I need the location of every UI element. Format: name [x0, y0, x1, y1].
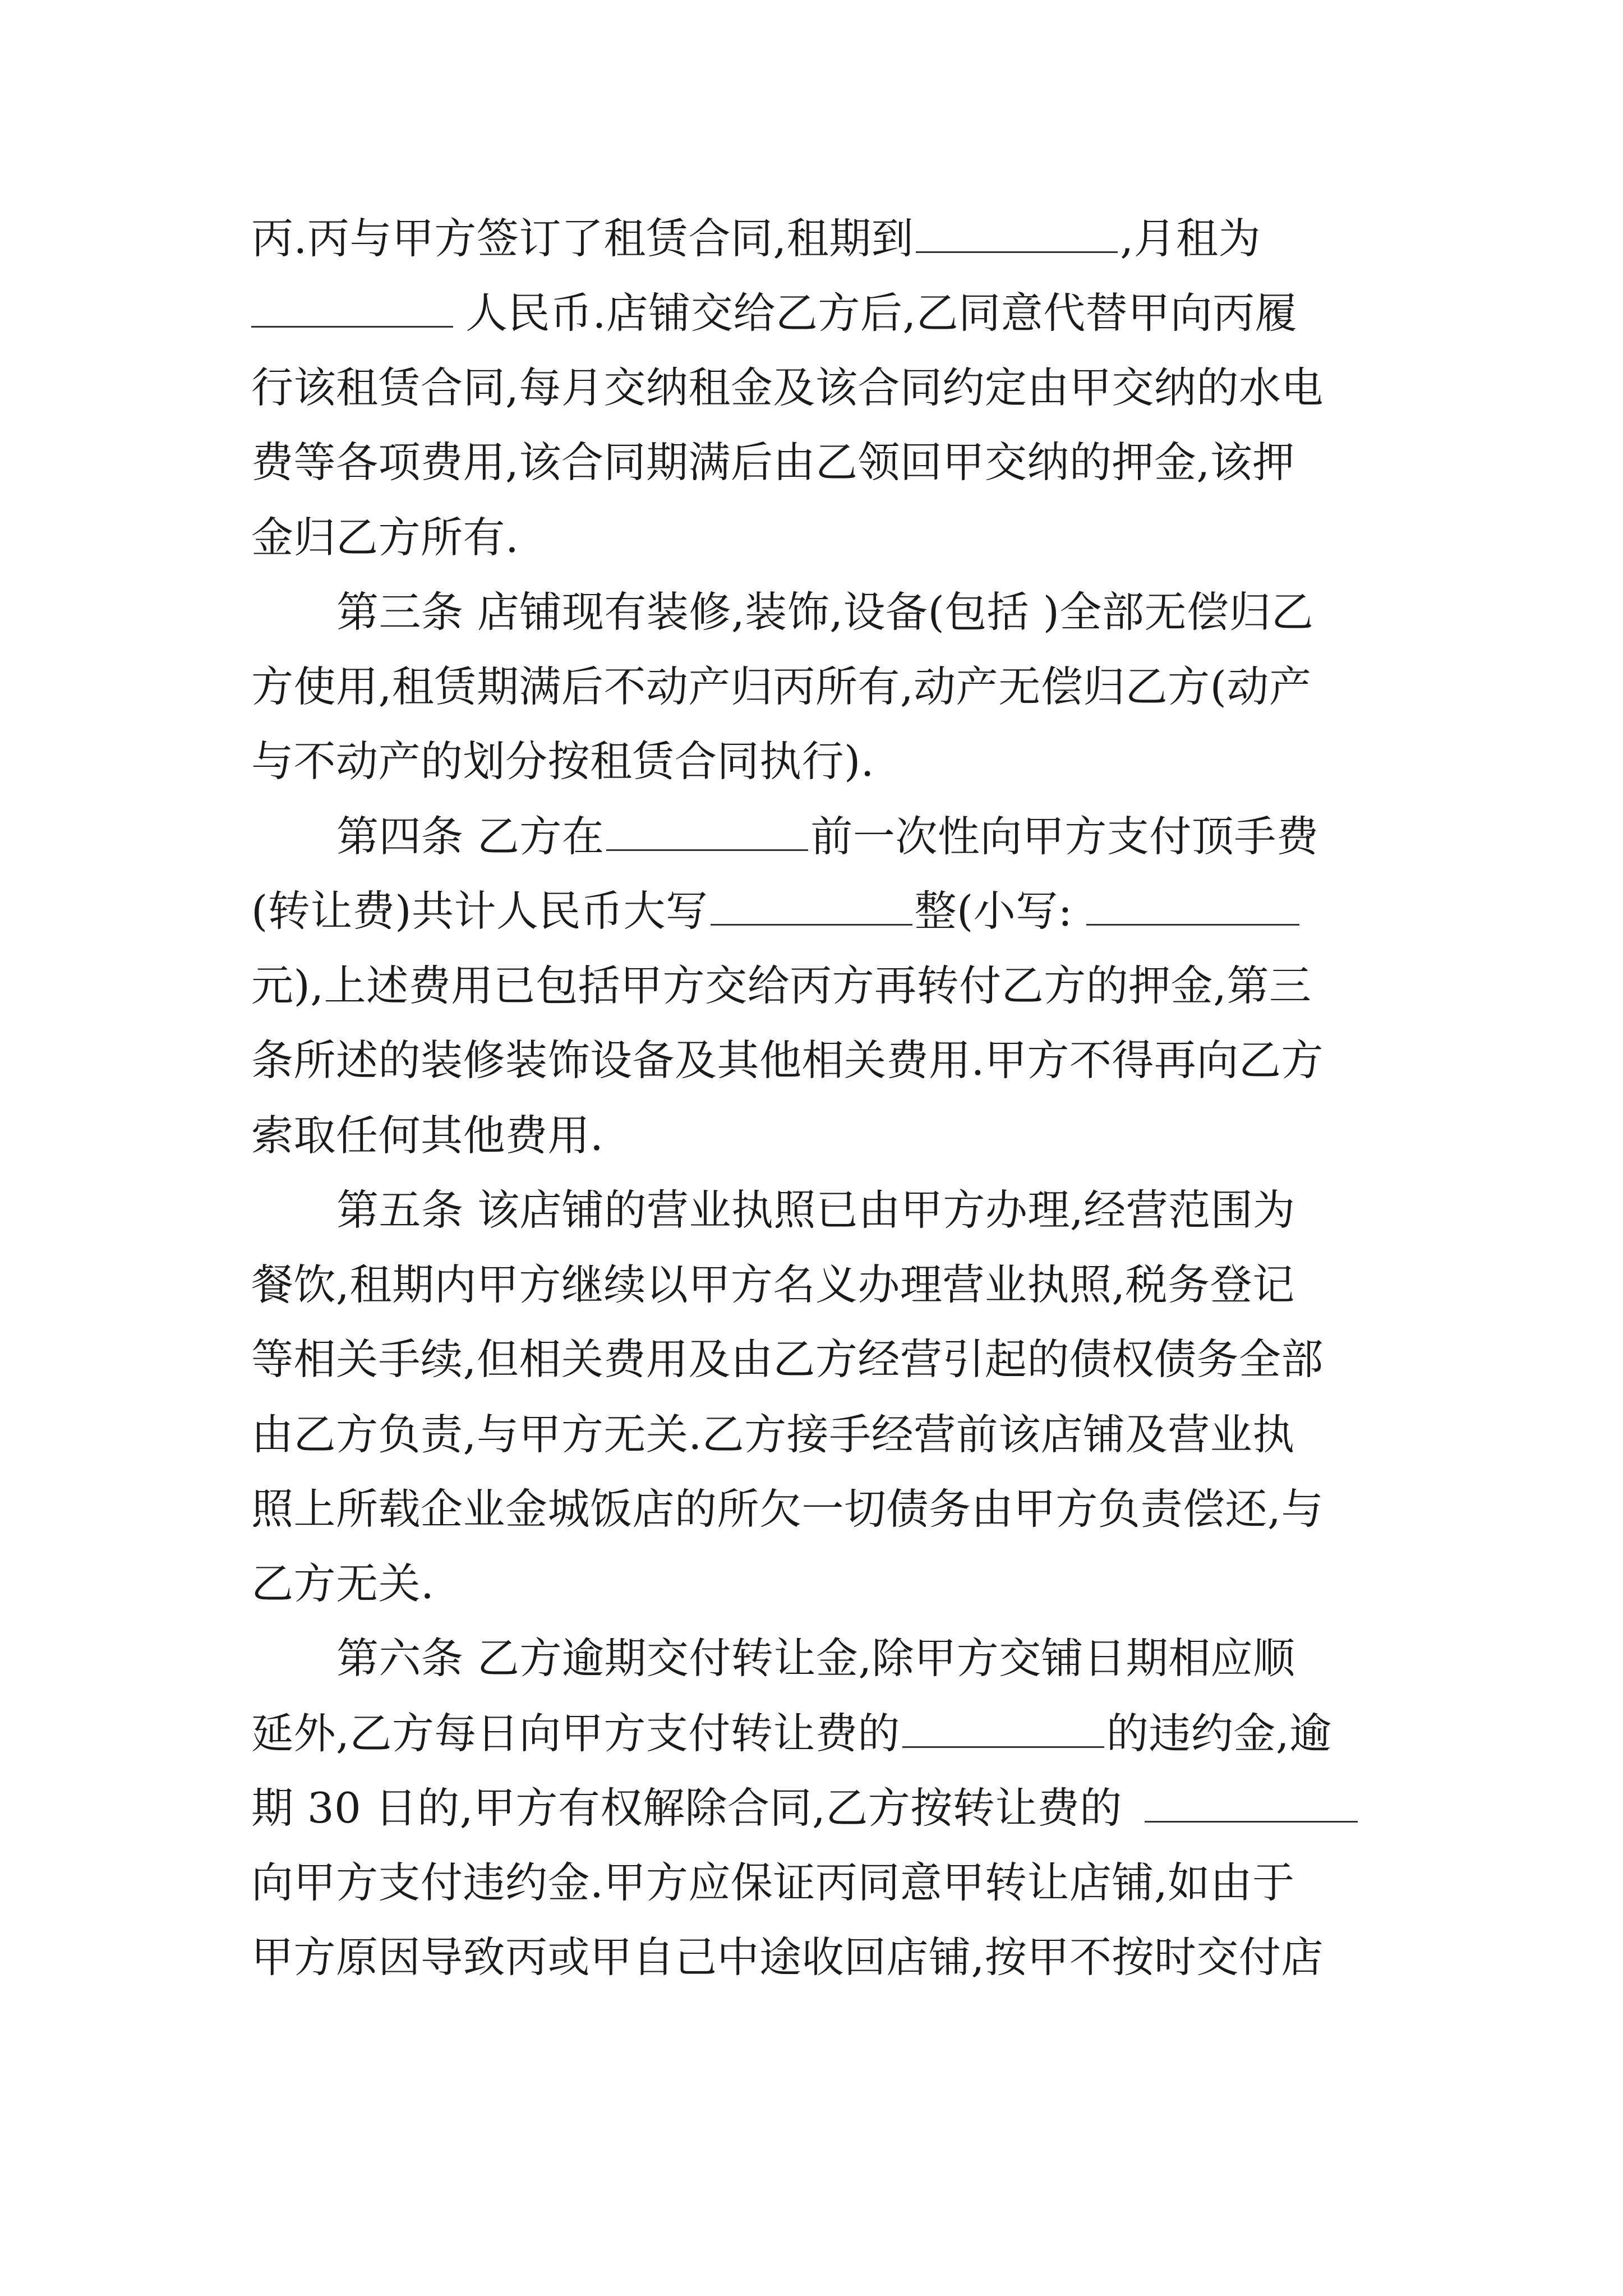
- text-line: 等相关手续,但相关费用及由乙方经营引起的债权债务全部: [251, 1335, 1324, 1384]
- text-line: 向甲方支付违约金.甲方应保证丙同意甲转让店铺,如由于: [251, 1858, 1295, 1907]
- text-line: [251, 883, 1302, 939]
- text-line: 与不动产的划分按租赁合同执行).: [251, 737, 875, 786]
- blank-field: [606, 812, 808, 851]
- line-text: (转让费)共计人民币大写: [251, 886, 708, 936]
- text-line: 金归乙方所有.: [251, 513, 519, 562]
- text-line: 行该租赁合同,每月交纳租金及该合同约定由甲交纳的水电: [251, 363, 1324, 412]
- text-line: 餐饮,租期内甲方继续以甲方名义办理营业执照,税务登记: [251, 1260, 1295, 1309]
- text-line: [251, 285, 1297, 341]
- line-text: 丙.丙与甲方签订了租赁合同,租期到: [251, 214, 914, 263]
- text-line: 乙方无关.: [251, 1559, 435, 1608]
- text-line: 费等各项费用,该合同期满后由乙领回甲交纳的押金,该押: [251, 438, 1295, 487]
- blank-field: [251, 289, 453, 328]
- text-line: 条所述的装修装饰设备及其他相关费用.甲方不得再向乙方: [251, 1036, 1324, 1085]
- text-line: 元),上述费用已包括甲方交给丙方再转付乙方的押金,第三: [251, 961, 1312, 1010]
- text-line: 照上所载企业金城饭店的所欠一切债务由甲方负责偿还,与: [251, 1484, 1324, 1534]
- blank-field: [711, 887, 912, 926]
- line-text: 前一次性向甲方支付顶手费: [810, 812, 1319, 861]
- line-text: 延外,乙方每日向甲方支付转让费的: [251, 1709, 900, 1758]
- line-text: 整(小写:: [914, 886, 1073, 936]
- blank-field: [902, 1709, 1104, 1748]
- text-line: [251, 210, 1261, 266]
- blank-field: [1145, 1784, 1358, 1823]
- line-text: 期 30 日的,甲方有权解除合同,乙方按转让费的: [251, 1783, 1122, 1833]
- text-line: 方使用,租赁期满后不动产归丙所有,动产无偿归乙方(动产: [251, 662, 1312, 711]
- line-text: 人民币.店铺交给乙方后,乙同意代替甲向丙履: [465, 288, 1298, 338]
- text-line: 甲方原因导致丙或甲自己中途收回店铺,按甲不按时交付店: [251, 1932, 1324, 1982]
- text-line: [251, 1705, 1332, 1761]
- text-line: 由乙方负责,与甲方无关.乙方接手经营前该店铺及营业执: [251, 1410, 1295, 1459]
- text-line: 索取任何其他费用.: [251, 1111, 604, 1160]
- paragraph-article-5: 第五条 该店铺的营业执照已由甲方办理,经营范围为: [336, 1185, 1295, 1235]
- line-text: 的违约金,逾: [1106, 1709, 1332, 1758]
- paragraph-article-4: [336, 808, 1318, 864]
- paragraph-article-6: 第六条 乙方逾期交付转让金,除甲方交铺日期相应顺: [336, 1634, 1295, 1683]
- line-text: ,月租为: [1120, 214, 1261, 263]
- text-line: [251, 1780, 1360, 1836]
- blank-field: [1086, 887, 1299, 926]
- blank-field: [916, 214, 1118, 253]
- paragraph-article-3: 第三条 店铺现有装修,装饰,设备(包括 )全部无偿归乙: [336, 587, 1314, 637]
- line-text: 第四条 乙方在: [336, 812, 605, 861]
